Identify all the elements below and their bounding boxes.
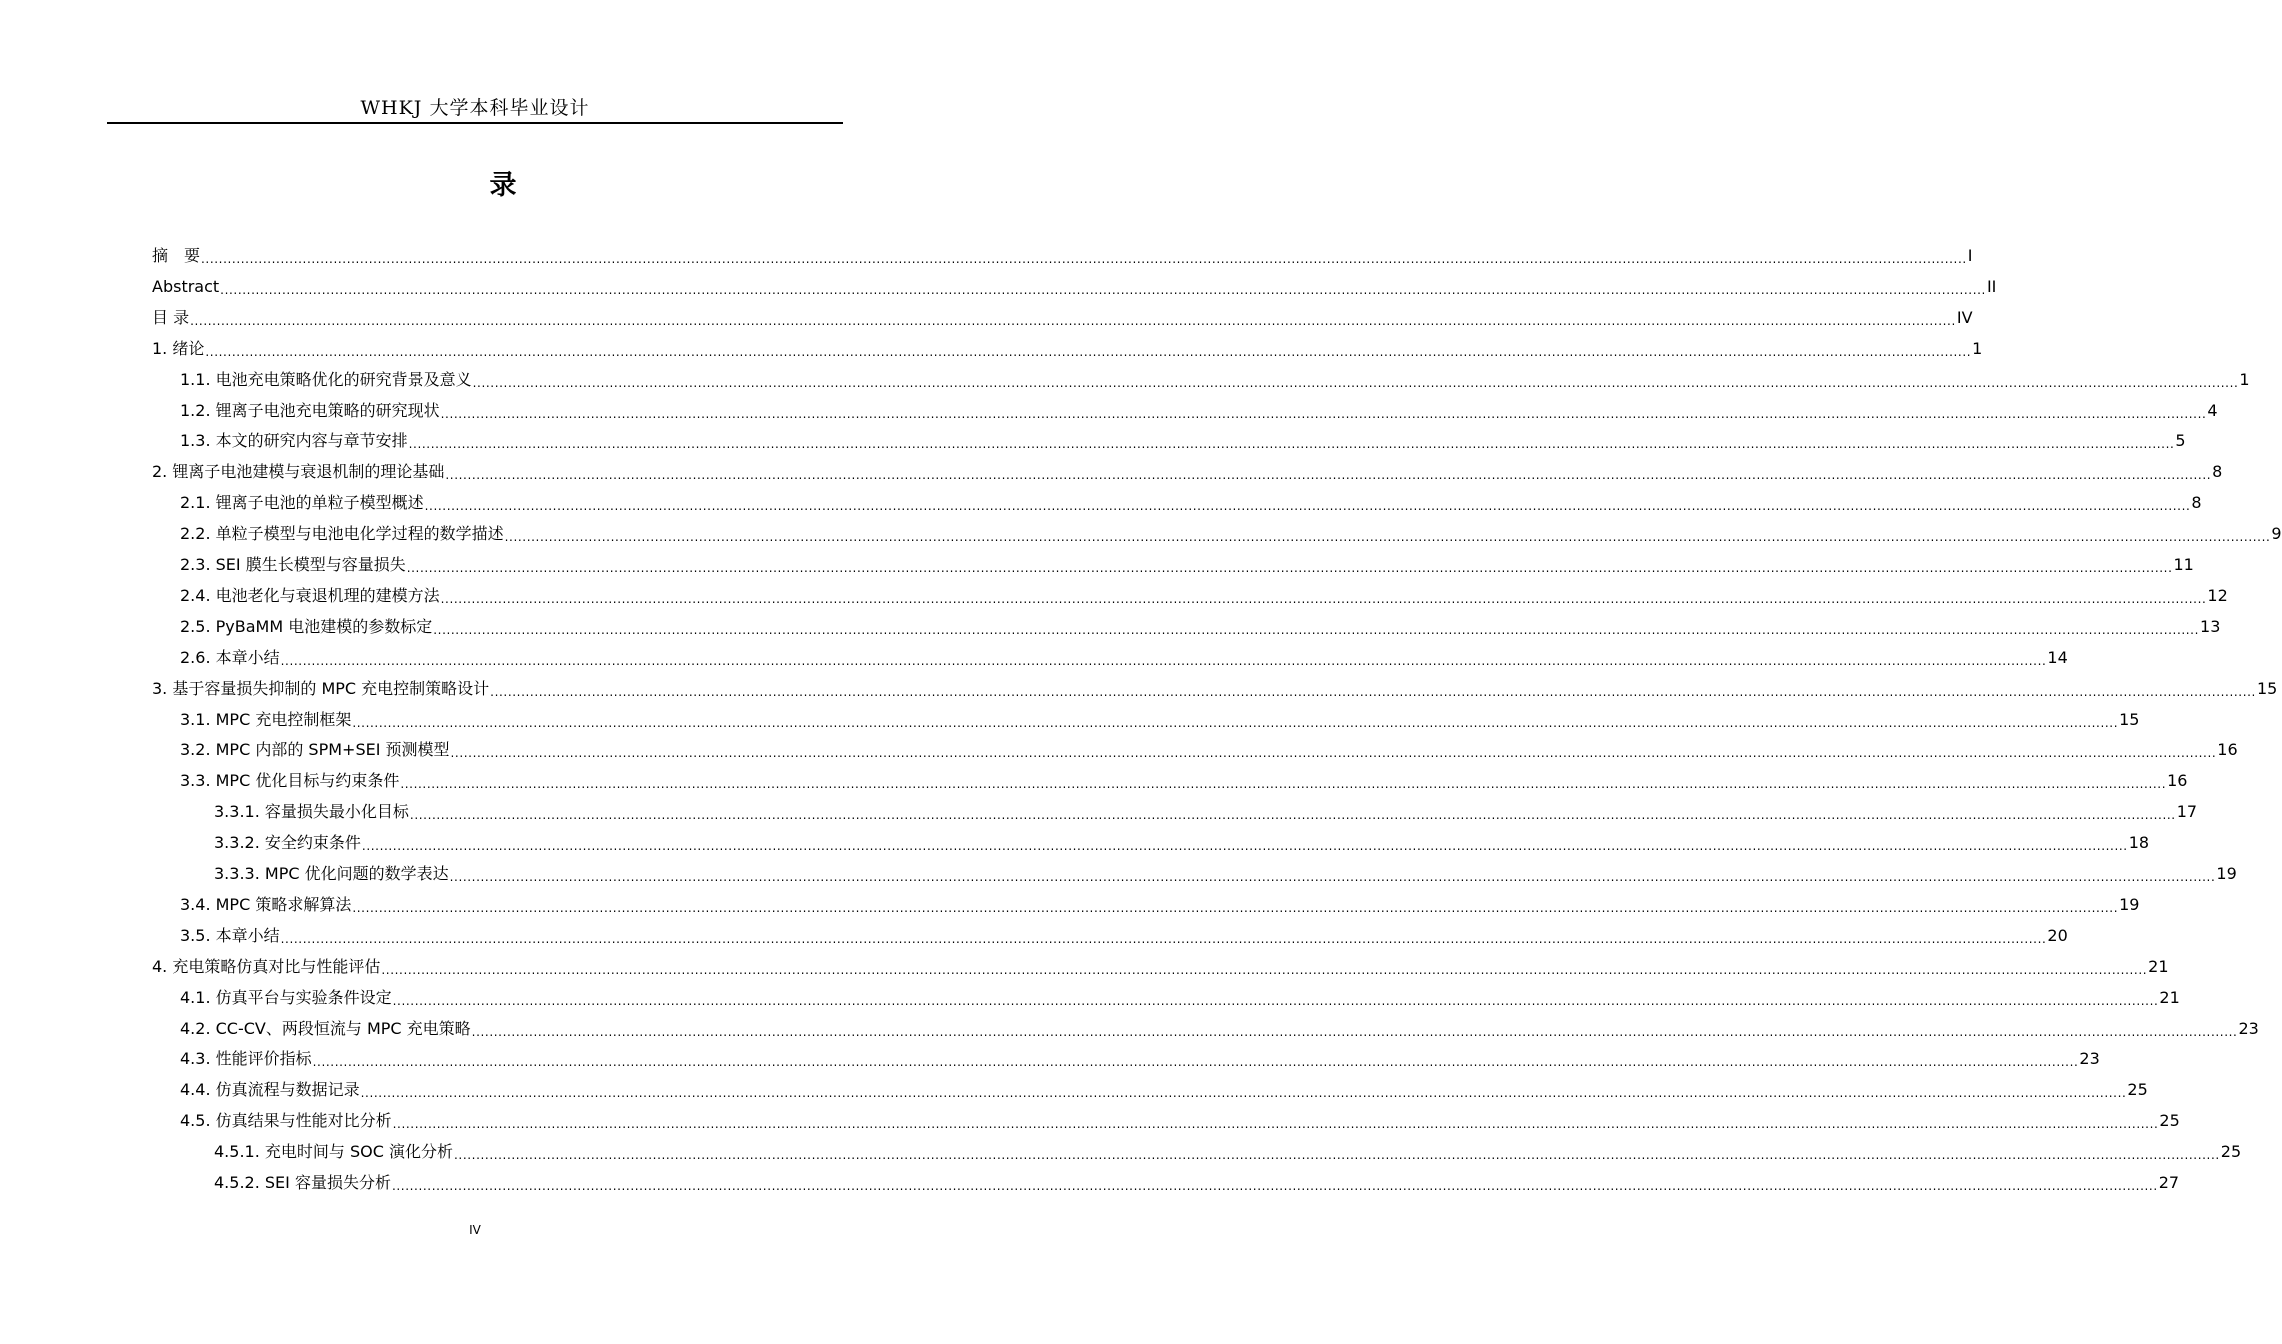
toc-entry-label: 电池老化与衰退机理的建模方法 [215,585,440,605]
toc-entry-label: 充电时间与 SOC 演化分析 [264,1142,453,1162]
toc-heading: 录 [489,170,517,201]
toc-entry-page: 19 [2216,864,2237,883]
toc-entry-label: 本章小结 [215,647,280,667]
toc-entry-number: 3.3.1. [214,802,260,822]
toc-leader-dots: ................................................................................................................................................................................................................................................................................................................................................................................................................ [450,746,2217,761]
toc-entry-page: IV [1956,307,1973,327]
toc-entry-number: 2.2. [180,524,211,544]
toc-leader-dots: ................................................................................................................................................................................................................................................................................................................................................................................................................ [205,344,1972,359]
toc-entry-page: 4 [2207,400,2218,420]
toc-leader-dots: ................................................................................................................................................................................................................................................................................................................................................................................................................ [280,931,2047,946]
toc-entry-page: 19 [2119,894,2140,914]
toc-entry-page: 13 [2200,616,2221,636]
toc-entry[interactable] [180,1014,2259,1040]
toc-entry-number: 3.2. [180,740,211,760]
toc-entry-label: MPC 优化问题的数学表达 [264,864,449,883]
toc-leader-dots: ................................................................................................................................................................................................................................................................................................................................................................................................................ [408,437,2175,452]
toc-leader-dots: ................................................................................................................................................................................................................................................................................................................................................................................................................ [409,808,2176,823]
toc-entry-page: 14 [2047,647,2068,667]
toc-leader-dots: ................................................................................................................................................................................................................................................................................................................................................................................................................ [472,375,2239,390]
toc-entry-label: 摘 要 [152,246,201,265]
toc-entry[interactable] [180,983,2180,1009]
toc-entry-number: 3.1. [180,709,211,729]
toc-entry-number: 4.1. [180,987,211,1007]
toc-entry-label: 锂离子电池充电策略的研究现状 [215,400,440,420]
toc-entry[interactable] [180,705,2140,731]
toc-entry-number: 4.3. [180,1049,211,1069]
toc-entry-page: 1 [1972,338,1983,358]
toc-leader-dots: ................................................................................................................................................................................................................................................................................................................................................................................................................ [280,653,2047,668]
toc-entry-number: 4.2. [180,1018,211,1038]
toc-entry-label: 性能评价指标 [215,1049,312,1069]
toc-entry[interactable] [180,1106,2180,1132]
toc-entry-label: MPC 充电控制框架 [215,709,352,729]
toc-leader-dots: ................................................................................................................................................................................................................................................................................................................................................................................................................ [433,622,2200,637]
toc-leader-dots: ................................................................................................................................................................................................................................................................................................................................................................................................................ [201,252,1967,266]
toc-leader-dots: ................................................................................................................................................................................................................................................................................................................................................................................................................ [440,591,2207,606]
toc-entry[interactable] [152,272,1997,298]
toc-leader-dots: ................................................................................................................................................................................................................................................................................................................................................................................................................ [440,406,2207,421]
toc-entry-number: 4.4. [180,1080,211,1100]
toc-entry-number: 3.3. [180,771,211,791]
toc-entry[interactable] [180,581,2228,607]
toc-entry-page: 20 [2047,925,2068,945]
toc-entry-label: 绪论 [172,338,205,358]
toc-entry[interactable] [180,519,2282,545]
toc-entry-label: 仿真平台与实验条件设定 [215,987,392,1007]
toc-entry-page: 21 [2148,956,2169,976]
toc-entry-page: 5 [2175,431,2186,451]
toc-entry-number: 2.3. [180,555,211,574]
toc-entry-page: 15 [2256,678,2278,698]
toc-entry-label: 安全约束条件 [264,833,361,853]
toc-entry[interactable] [152,334,1983,360]
toc-entry-page: 17 [2176,802,2198,822]
toc-leader-dots: ................................................................................................................................................................................................................................................................................................................................................................................................................ [490,684,2256,699]
toc-leader-dots: ................................................................................................................................................................................................................................................................................................................................................................................................................ [424,499,2191,514]
toc-entry-label: 充电策略仿真对比与性能评估 [172,956,381,976]
toc-entry-page: 25 [2159,1111,2180,1131]
toc-leader-dots: ................................................................................................................................................................................................................................................................................................................................................................................................................ [312,1055,2079,1070]
toc-entry[interactable] [180,488,2202,514]
toc-entry[interactable] [180,766,2188,792]
toc-leader-dots: ................................................................................................................................................................................................................................................................................................................................................................................................................ [392,1117,2159,1132]
toc-entry-label: 目 录 [152,307,190,327]
toc-entry-number: 3. [152,678,168,698]
toc-entry-label: CC-CV、两段恒流与 MPC 充电策略 [215,1018,471,1038]
toc-entry-page: 8 [2191,493,2202,513]
toc-leader-dots: ................................................................................................................................................................................................................................................................................................................................................................................................................ [352,715,2119,730]
toc-entry[interactable] [180,396,2218,422]
toc-entry[interactable] [180,612,2221,638]
toc-leader-dots: ................................................................................................................................................................................................................................................................................................................................................................................................................ [361,839,2128,854]
toc-entry-number: 3.3.3. [214,864,260,883]
toc-entry-page: 9 [2271,524,2282,544]
toc-entry-label: MPC 内部的 SPM+SEI 预测模型 [215,740,450,760]
toc-entry-label: 基于容量损失抑制的 MPC 充电控制策略设计 [172,678,490,698]
toc-leader-dots: ................................................................................................................................................................................................................................................................................................................................................................................................................ [190,313,1956,328]
toc-entry[interactable] [152,674,2278,700]
toc-entry-number: 1.1. [180,369,211,389]
toc-entry-number: 3.5. [180,925,211,945]
toc-entry-label: 锂离子电池的单粒子模型概述 [215,493,424,513]
toc-leader-dots: ................................................................................................................................................................................................................................................................................................................................................................................................................ [406,561,2173,575]
toc-entry-number: 2.1. [180,493,211,513]
toc-entry-page: 25 [2127,1080,2148,1100]
toc-entry-number: 1.2. [180,400,211,420]
toc-entry[interactable] [180,426,2186,452]
toc-entry-number: 1.3. [180,431,211,451]
toc-entry[interactable] [152,457,2223,483]
toc-entry-label: PyBaMM 电池建模的参数标定 [215,616,433,636]
toc-entry-label: MPC 策略求解算法 [215,894,352,914]
toc-entry[interactable] [180,643,2068,669]
toc-entry[interactable] [180,1075,2148,1101]
toc-entry[interactable] [214,1137,2242,1163]
toc-leader-dots: ................................................................................................................................................................................................................................................................................................................................................................................................................ [360,1086,2127,1101]
toc-entry[interactable] [152,303,1973,329]
toc-leader-dots: ................................................................................................................................................................................................................................................................................................................................................................................................................ [454,1148,2220,1163]
toc-entry[interactable] [180,735,2238,761]
toc-entry-label: SEI 容量损失分析 [264,1173,391,1192]
toc-entry-label: 锂离子电池建模与衰退机制的理论基础 [172,462,445,482]
toc-entry-label: 容量损失最小化目标 [264,802,409,822]
toc-leader-dots: ................................................................................................................................................................................................................................................................................................................................................................................................................ [400,777,2167,792]
toc-entry[interactable] [214,828,2150,854]
toc-leader-dots: ................................................................................................................................................................................................................................................................................................................................................................................................................ [504,530,2271,545]
toc-entry[interactable] [180,365,2250,391]
toc-entry[interactable] [180,921,2068,947]
toc-entry-number: 1. [152,338,168,358]
toc-leader-dots: ................................................................................................................................................................................................................................................................................................................................................................................................................ [352,900,2119,915]
toc-entry[interactable] [214,859,2237,885]
toc-entry-page: 27 [2158,1173,2180,1192]
toc-entry-label: 仿真流程与数据记录 [215,1080,360,1100]
toc-entry-page: 11 [2173,555,2194,574]
toc-entry-label: MPC 优化目标与约束条件 [215,771,400,791]
toc-entry[interactable] [180,890,2140,916]
toc-entry[interactable] [152,952,2169,978]
toc-entry-number: 2. [152,462,168,482]
toc-entry-page: 1 [2239,369,2250,389]
toc-entry-label: 单粒子模型与电池电化学过程的数学描述 [215,524,504,544]
toc-entry-page: 23 [2079,1049,2100,1069]
toc-entry-label: 本章小结 [215,925,280,945]
toc-entry-number: 3.3.2. [214,833,260,853]
toc-leader-dots: ................................................................................................................................................................................................................................................................................................................................................................................................................ [471,1024,2238,1039]
header-divider [107,122,843,124]
toc-entry-page: 15 [2119,709,2140,729]
toc-entry-number: 2.6. [180,647,211,667]
toc-entry-page: 8 [2212,462,2223,482]
toc-leader-dots: ................................................................................................................................................................................................................................................................................................................................................................................................................ [449,870,2216,884]
toc-entry[interactable] [180,550,2194,576]
toc-entry-page: 12 [2207,585,2228,605]
toc-entry-page: 23 [2238,1018,2259,1038]
toc-entry[interactable] [152,241,1973,267]
toc-entry-number: 3.4. [180,894,211,914]
toc-entry-label: SEI 膜生长模型与容量损失 [215,555,406,574]
toc-leader-dots: ................................................................................................................................................................................................................................................................................................................................................................................................................ [391,1179,2158,1193]
toc-entry-page: 16 [2167,771,2188,791]
toc-leader-dots: ................................................................................................................................................................................................................................................................................................................................................................................................................ [381,962,2148,977]
toc-entry-number: 4. [152,956,168,976]
toc-entry[interactable] [214,1168,2180,1194]
toc-entry-page: 25 [2220,1142,2242,1162]
toc-entry-number: 2.5. [180,616,211,636]
toc-entry-page: 18 [2128,833,2150,853]
toc-entry-label: 仿真结果与性能对比分析 [215,1111,392,1131]
toc-entry-label: Abstract [152,276,220,296]
toc-entry-page: I [1967,246,1973,265]
toc-entry-page: 16 [2217,740,2238,760]
page-header: WHKJ 大学本科毕业设计 [360,97,590,119]
toc-leader-dots: ................................................................................................................................................................................................................................................................................................................................................................................................................ [220,282,1986,297]
toc-entry-page: 21 [2159,987,2180,1007]
toc-leader-dots: ................................................................................................................................................................................................................................................................................................................................................................................................................ [445,468,2212,483]
toc-entry-label: 电池充电策略优化的研究背景及意义 [215,369,472,389]
page-number: IV [469,1223,481,1237]
toc-entry[interactable] [214,797,2198,823]
toc-leader-dots: ................................................................................................................................................................................................................................................................................................................................................................................................................ [392,993,2159,1008]
toc-entry-number: 4.5.2. [214,1173,260,1192]
toc-entry-number: 4.5.1. [214,1142,260,1162]
toc-entry-number: 4.5. [180,1111,211,1131]
toc-entry-page: II [1986,276,1997,296]
toc-entry-number: 2.4. [180,585,211,605]
toc-entry-label: 本文的研究内容与章节安排 [215,431,408,451]
toc-entry[interactable] [180,1044,2100,1070]
